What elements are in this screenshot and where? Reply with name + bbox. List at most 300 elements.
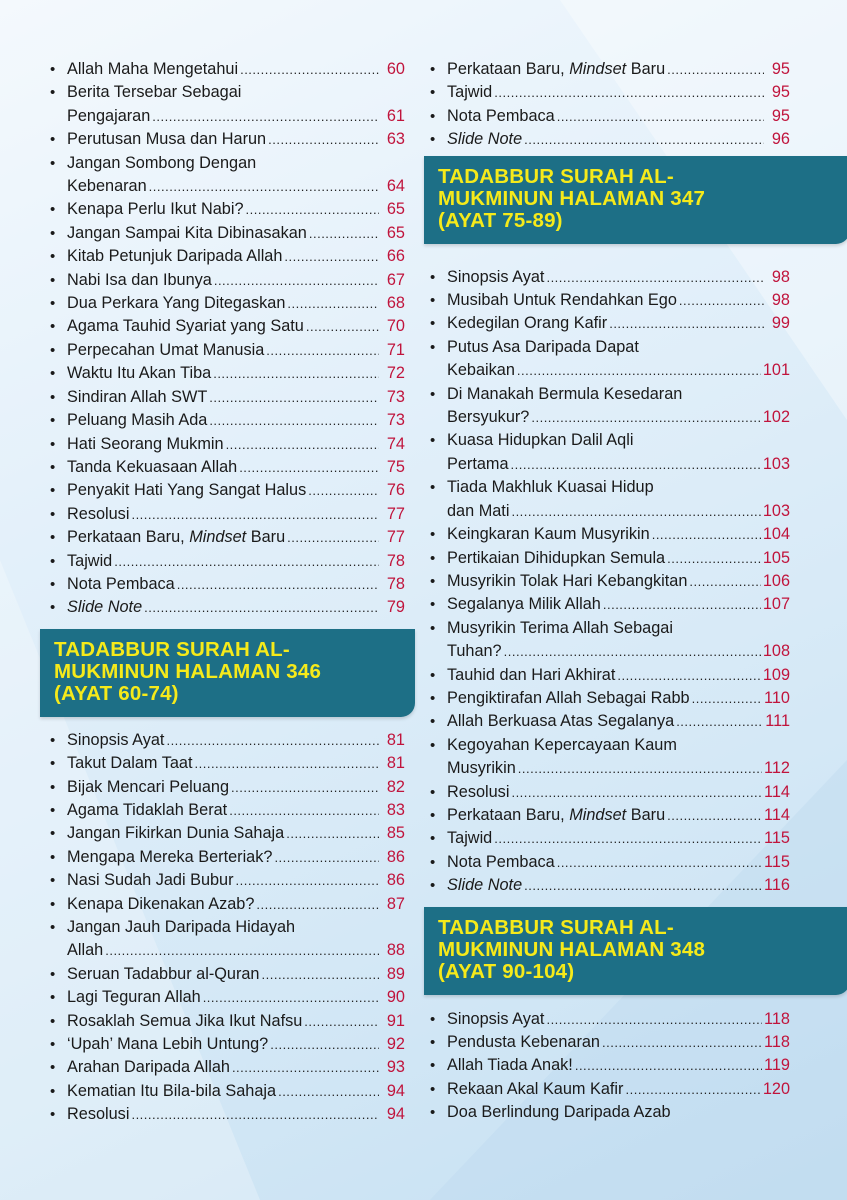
page-number: 106: [762, 571, 790, 590]
entry-title: Tauhid dan Hari Akhirat: [447, 665, 616, 684]
toc-entry: [430, 617, 790, 664]
bullet-icon: •: [50, 84, 56, 102]
bullet-icon: •: [50, 201, 56, 219]
entry-title: Tajwid: [67, 551, 113, 570]
leader-dots: [284, 245, 379, 268]
entry-title: Waktu Itu Akan Tiba: [67, 364, 212, 383]
leader-dots: [511, 781, 762, 804]
bullet-icon: •: [430, 1104, 436, 1122]
entry-title-cont: Kebenaran: [67, 177, 147, 196]
bullet-icon: •: [430, 572, 436, 590]
entry-title: Kuasa Hidupkan Dalil Aqli: [447, 431, 634, 450]
entry-title: Perkataan Baru, Mindset Baru: [447, 805, 666, 824]
bullet-icon: •: [50, 61, 56, 78]
toc-entry: [50, 198, 405, 221]
bullet-icon: •: [50, 1106, 56, 1124]
toc-entry: [430, 827, 790, 850]
page-number: 91: [386, 1011, 405, 1030]
leader-dots: [602, 1031, 762, 1054]
entry-title: Jangan Jauh Daripada Hidayah: [67, 918, 296, 936]
page-number: 101: [762, 361, 790, 380]
bullet-icon: •: [50, 599, 56, 617]
toc-entry: [50, 222, 405, 245]
bullet-icon: •: [430, 713, 436, 731]
leader-dots: [689, 570, 760, 593]
toc-entry: [430, 1008, 790, 1031]
bullet-icon: •: [50, 131, 56, 149]
leader-dots: [667, 58, 764, 81]
page-number: 93: [386, 1058, 405, 1077]
toc-entry: [50, 456, 405, 479]
toc-entry: [430, 383, 790, 430]
entry-title: Doa Berlindung Daripada Azab: [447, 1103, 671, 1122]
toc-entry: [50, 339, 405, 362]
toc-entry: [50, 409, 405, 432]
entry-title-cont: Tuhan?: [447, 642, 502, 661]
leader-dots: [667, 547, 761, 570]
bullet-icon: •: [50, 295, 56, 313]
leader-dots: [287, 292, 379, 315]
toc-entry: [50, 362, 405, 385]
entry-title-cont: dan Mati: [447, 501, 510, 520]
leader-dots: [286, 822, 379, 845]
entry-title: Rekaan Akal Kaum Kafir: [447, 1079, 624, 1098]
page-number: 114: [764, 805, 790, 824]
leader-dots: [652, 523, 761, 546]
leader-dots: [546, 1008, 762, 1031]
entry-title: Nota Pembaca: [447, 852, 555, 871]
leader-dots: [177, 573, 379, 596]
entry-title: Perkataan Baru, Mindset Baru: [447, 60, 666, 78]
page-number: 95: [771, 83, 790, 102]
leader-dots: [575, 1054, 762, 1077]
leader-dots: [226, 433, 379, 456]
leader-dots: [232, 1056, 379, 1079]
entry-title: Keingkaran Kaum Musyrikin: [447, 525, 650, 544]
bullet-icon: •: [430, 432, 436, 450]
page-number: 71: [386, 340, 405, 359]
bullet-icon: •: [50, 1036, 56, 1054]
page-number: 72: [386, 364, 405, 383]
toc-entry: [430, 523, 790, 546]
leader-dots: [557, 851, 762, 874]
toc-entry: [50, 128, 405, 151]
leader-dots: [494, 827, 762, 850]
leader-dots: [603, 593, 761, 616]
entry-title: Pengiktirafan Allah Sebagai Rabb: [447, 688, 690, 707]
heading-line-3: (AYAT 75-89): [438, 208, 563, 232]
toc-entry: [430, 687, 790, 710]
bullet-icon: •: [430, 61, 436, 78]
bullet-icon: •: [50, 458, 56, 476]
page-number: 103: [762, 454, 790, 473]
bullet-icon: •: [430, 806, 436, 824]
page-number: 120: [762, 1079, 790, 1098]
leader-dots: [287, 526, 379, 549]
page-number: 73: [386, 387, 405, 406]
entry-title-cont: Pertama: [447, 454, 509, 473]
heading-line-1: TADABBUR SURAH AL-: [438, 915, 674, 939]
leader-dots: [274, 846, 379, 869]
entry-title: Sinopsis Ayat: [447, 267, 545, 286]
bullet-icon: •: [50, 755, 56, 773]
leader-dots: [304, 1010, 379, 1033]
leader-dots: [149, 175, 379, 198]
toc-entry: [430, 547, 790, 570]
entry-title: Slide Note: [447, 876, 523, 895]
page-number: 118: [764, 1009, 790, 1028]
leader-dots: [105, 939, 379, 962]
bullet-icon: •: [430, 666, 436, 684]
entry-title: Perkataan Baru, Mindset Baru: [67, 528, 286, 547]
entry-title: Agama Tidaklah Berat: [67, 800, 228, 819]
bullet-icon: •: [430, 526, 436, 544]
heading-line-1: TADABBUR SURAH AL-: [438, 164, 674, 188]
page-number: 79: [386, 598, 405, 617]
toc-list-right-bottom: [430, 1008, 790, 1125]
page-number: 111: [765, 712, 790, 731]
entry-title: Kitab Petunjuk Daripada Allah: [67, 247, 283, 266]
section-heading-346: [40, 629, 415, 717]
toc-entry: [50, 799, 405, 822]
bullet-icon: •: [50, 575, 56, 593]
leader-dots: [524, 128, 764, 151]
toc-entry: [50, 916, 405, 963]
entry-title: Kenapa Dikenakan Azab?: [67, 894, 255, 913]
page-number: 86: [386, 847, 405, 866]
page-number: 85: [386, 824, 405, 843]
bullet-icon: •: [50, 731, 56, 749]
toc-entry: [430, 105, 790, 128]
toc-entry: [50, 596, 405, 619]
entry-title: Lagi Teguran Allah: [67, 988, 201, 1007]
leader-dots: [309, 222, 379, 245]
page-number: 102: [762, 408, 790, 427]
leader-dots: [209, 386, 379, 409]
bullet-icon: •: [50, 412, 56, 430]
leader-dots: [152, 105, 379, 128]
page-number: 77: [386, 528, 405, 547]
bullet-icon: •: [430, 596, 436, 614]
page-number: 70: [386, 317, 405, 336]
leader-dots: [209, 409, 379, 432]
bullet-icon: •: [50, 965, 56, 983]
toc-entry: [430, 804, 790, 827]
page-number: 92: [386, 1035, 405, 1054]
entry-title: Dua Perkara Yang Ditegaskan: [67, 294, 286, 313]
entry-title: Musyrikin Tolak Hari Kebangkitan: [447, 571, 688, 590]
leader-dots: [144, 596, 379, 619]
bullet-icon: •: [430, 1057, 436, 1075]
entry-title: Penyakit Hati Yang Sangat Halus: [67, 481, 307, 500]
toc-entry: [50, 1080, 405, 1103]
page-number: 61: [386, 106, 405, 125]
toc-entry: [50, 1033, 405, 1056]
toc-entry: [50, 1103, 405, 1126]
page-number: 116: [764, 876, 790, 895]
leader-dots: [268, 128, 379, 151]
bullet-icon: •: [50, 388, 56, 406]
entry-title: Pertikaian Dihidupkan Semula: [447, 548, 666, 567]
toc-entry: [430, 851, 790, 874]
entry-title-cont: Pengajaran: [67, 106, 151, 125]
bullet-icon: •: [50, 872, 56, 890]
leader-dots: [617, 664, 760, 687]
leader-dots: [266, 339, 379, 362]
entry-title: Agama Tauhid Syariat yang Satu: [67, 317, 304, 336]
toc-entry: [50, 776, 405, 799]
leader-dots: [518, 757, 762, 780]
leader-dots: [236, 869, 379, 892]
leader-dots: [676, 710, 763, 733]
toc-entry: [50, 986, 405, 1009]
page-number: 83: [386, 800, 405, 819]
bullet-icon: •: [430, 479, 436, 497]
bullet-icon: •: [50, 895, 56, 913]
bullet-icon: •: [50, 1059, 56, 1077]
bullet-icon: •: [50, 778, 56, 796]
entry-title: Nabi Isa dan Ibunya: [67, 270, 212, 289]
toc-list-right-top: [430, 58, 790, 152]
toc-entry: [50, 315, 405, 338]
entry-title: Jangan Sombong Dengan: [67, 153, 257, 172]
toc-entry: [430, 1054, 790, 1077]
entry-title: Segalanya Milik Allah: [447, 595, 601, 614]
page-number: 76: [386, 481, 405, 500]
bullet-icon: •: [50, 435, 56, 453]
toc-entry: [50, 1056, 405, 1079]
right-column: [430, 58, 790, 1125]
toc-entry: [430, 81, 790, 104]
bullet-icon: •: [430, 689, 436, 707]
page-number: 94: [386, 1081, 405, 1100]
toc-entry: [430, 336, 790, 383]
entry-title: Kegoyahan Kepercayaan Kaum: [447, 735, 677, 754]
leader-dots: [262, 963, 380, 986]
page-number: 68: [386, 294, 405, 313]
entry-title-cont: Musyrikin: [447, 759, 516, 778]
page-number: 81: [386, 754, 405, 773]
bullet-icon: •: [50, 1082, 56, 1100]
toc-entry: [50, 869, 405, 892]
bullet-icon: •: [430, 292, 436, 310]
toc-entry: [430, 58, 790, 81]
entry-title: Resolusi: [447, 782, 510, 801]
toc-entry: [430, 429, 790, 476]
bullet-icon: •: [50, 919, 56, 936]
toc-entry: [430, 476, 790, 523]
entry-title: Slide Note: [447, 130, 523, 149]
toc-entry: [50, 846, 405, 869]
page-number: 98: [771, 291, 790, 310]
bullet-icon: •: [430, 549, 436, 567]
toc-entry: [430, 266, 790, 289]
bullet-icon: •: [50, 825, 56, 843]
bullet-icon: •: [50, 505, 56, 523]
page-number: 118: [764, 1033, 790, 1051]
bullet-icon: •: [430, 853, 436, 871]
bullet-icon: •: [430, 1034, 436, 1051]
entry-title: Pendusta Kebenaran: [447, 1033, 600, 1051]
leader-dots: [511, 453, 761, 476]
entry-title: Rosaklah Semua Jika Ikut Nafsu: [67, 1011, 303, 1030]
section-heading-348: [424, 907, 847, 995]
page-number: 114: [764, 782, 790, 801]
entry-title: Musyrikin Terima Allah Sebagai: [447, 618, 673, 637]
entry-title: Sinopsis Ayat: [447, 1009, 545, 1028]
toc-entry: [50, 752, 405, 775]
page-number: 89: [386, 964, 405, 983]
entry-title: Tajwid: [447, 83, 493, 102]
page-number: 74: [386, 434, 405, 453]
bullet-icon: •: [50, 552, 56, 570]
bullet-icon: •: [430, 1010, 436, 1028]
bullet-icon: •: [430, 84, 436, 102]
toc-entry: [50, 386, 405, 409]
page-number: 60: [386, 60, 405, 78]
entry-title: Kematian Itu Bila-bila Sahaja: [67, 1081, 277, 1100]
entry-title: Jangan Sampai Kita Dibinasakan: [67, 223, 307, 242]
entry-title: Allah Tiada Anak!: [447, 1056, 573, 1075]
leader-dots: [625, 1078, 760, 1101]
page-number: 77: [386, 504, 405, 523]
entry-title: Resolusi: [67, 1105, 130, 1124]
toc-entry: [50, 1010, 405, 1033]
leader-dots: [231, 776, 379, 799]
page-number: 64: [386, 177, 405, 196]
toc-entry: [50, 963, 405, 986]
entry-title: Mengapa Mereka Berteriak?: [67, 847, 273, 866]
bullet-icon: •: [50, 248, 56, 266]
leader-dots: [504, 640, 761, 663]
leader-dots: [256, 893, 379, 916]
bullet-icon: •: [430, 131, 436, 149]
bullet-icon: •: [50, 989, 56, 1007]
entry-title: Slide Note: [67, 598, 143, 617]
entry-title: Tiada Makhluk Kuasai Hidup: [447, 478, 654, 497]
leader-dots: [239, 456, 379, 479]
leader-dots: [306, 315, 379, 338]
page-number: 81: [386, 730, 405, 749]
leader-dots: [195, 752, 380, 775]
toc-entry: [50, 58, 405, 81]
bullet-icon: •: [50, 318, 56, 336]
left-column: [50, 58, 405, 1127]
page-number: 67: [386, 270, 405, 289]
leader-dots: [609, 312, 764, 335]
bullet-icon: •: [50, 154, 56, 172]
entry-title: Hati Seorang Mukmin: [67, 434, 224, 453]
leader-dots: [214, 269, 379, 292]
entry-title: Allah Maha Mengetahui: [67, 60, 239, 78]
toc-entry: [430, 874, 790, 897]
page-number: 115: [764, 829, 790, 848]
page-number: 87: [386, 894, 405, 913]
entry-title: Bijak Mencari Peluang: [67, 777, 229, 796]
leader-dots: [494, 81, 764, 104]
bullet-icon: •: [430, 783, 436, 801]
page-number: 65: [386, 200, 405, 219]
toc-entry: [430, 664, 790, 687]
bullet-icon: •: [50, 848, 56, 866]
toc-entry: [50, 729, 405, 752]
toc-entry: [50, 152, 405, 199]
toc-entry: [50, 573, 405, 596]
toc-entry: [430, 289, 790, 312]
entry-title-cont: Kebaikan: [447, 361, 515, 380]
leader-dots: [692, 687, 762, 710]
bullet-icon: •: [50, 365, 56, 383]
leader-dots: [114, 550, 379, 573]
page-number: 94: [386, 1105, 405, 1124]
leader-dots: [511, 500, 760, 523]
page-number: 78: [386, 574, 405, 593]
page-number: 73: [386, 411, 405, 430]
bullet-icon: •: [430, 385, 436, 403]
entry-title: Nota Pembaca: [67, 574, 175, 593]
leader-dots: [667, 804, 762, 827]
bullet-icon: •: [50, 271, 56, 289]
heading-line-2: MUKMINUN HALAMAN 347: [438, 186, 706, 210]
heading-line-2: MUKMINUN HALAMAN 348: [438, 937, 706, 961]
bullet-icon: •: [50, 529, 56, 547]
page-number: 88: [386, 941, 405, 960]
heading-line-1: TADABBUR SURAH AL-: [54, 637, 290, 661]
section-heading-347: [424, 156, 847, 244]
leader-dots: [546, 266, 764, 289]
toc-entry: [50, 245, 405, 268]
page-number: 110: [764, 688, 790, 707]
bullet-icon: •: [430, 1080, 436, 1098]
toc-entry: [50, 479, 405, 502]
leader-dots: [246, 198, 380, 221]
entry-title: Musibah Untuk Rendahkan Ego: [447, 291, 677, 310]
entry-title: ‘Upah’ Mana Lebih Untung?: [67, 1035, 269, 1054]
leader-dots: [679, 289, 764, 312]
leader-dots: [531, 406, 760, 429]
toc-entry: [50, 526, 405, 549]
toc-list-left-bottom: [50, 729, 405, 1127]
bullet-icon: •: [430, 315, 436, 333]
toc-list-left-top: [50, 58, 405, 620]
entry-title: Sinopsis Ayat: [67, 730, 165, 749]
toc-entry: [430, 734, 790, 781]
toc-entry: [50, 822, 405, 845]
toc-entry: [430, 593, 790, 616]
bullet-icon: •: [50, 801, 56, 819]
page-number: 115: [764, 852, 790, 871]
bullet-icon: •: [50, 341, 56, 359]
leader-dots: [229, 799, 379, 822]
toc-entry: [50, 503, 405, 526]
leader-dots: [557, 105, 764, 128]
page-number: 90: [386, 988, 405, 1007]
page-number: 112: [764, 759, 790, 778]
entry-title: Takut Dalam Taat: [67, 754, 193, 773]
leader-dots: [213, 362, 379, 385]
page-number: 99: [771, 314, 790, 333]
page-number: 95: [771, 106, 790, 125]
page-number: 104: [762, 525, 790, 544]
leader-dots: [166, 729, 379, 752]
entry-title: Jangan Fikirkan Dunia Sahaja: [67, 824, 285, 843]
entry-title: Di Manakah Bermula Kesedaran: [447, 384, 683, 403]
leader-dots: [517, 359, 761, 382]
leader-dots: [308, 479, 379, 502]
toc-entry: [430, 1078, 790, 1101]
entry-title: Tajwid: [447, 829, 493, 848]
entry-title: Tanda Kekuasaan Allah: [67, 457, 238, 476]
